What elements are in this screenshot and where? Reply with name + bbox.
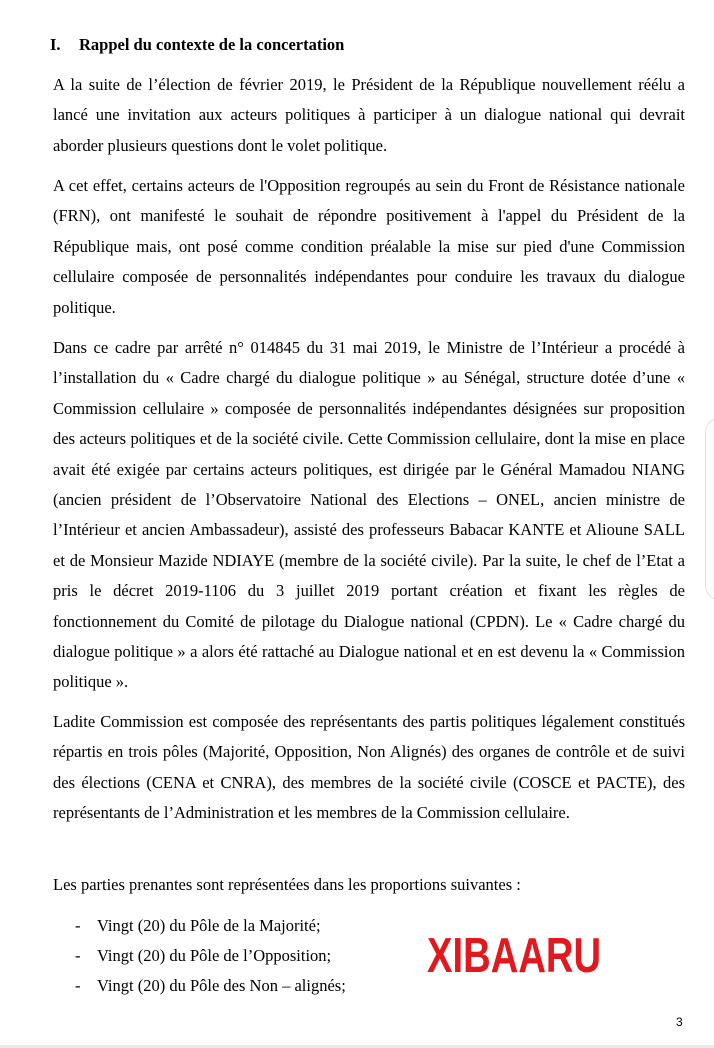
list-item-text: Vingt (20) du Pôle des Non – alignés; bbox=[97, 976, 346, 995]
paragraph-commission-composition: Ladite Commission est composée des représentants des partis politiques légalement constitués répartis en trois pôles (Majorité, Opposition, Non Alignés) des organes de contrôle et de suivi des élections (CENA et CNRA), des membres de la société civile (COSCE et PACTE), des représentants de l’Administration et les membres de la Commission cellulaire. bbox=[53, 712, 685, 823]
list-intro: Les parties prenantes sont représentées dans les proportions suivantes : bbox=[53, 875, 521, 894]
representation-list bbox=[53, 911, 346, 1001]
section-number: I. bbox=[50, 35, 61, 54]
list-item bbox=[53, 941, 346, 971]
section-heading bbox=[50, 35, 344, 55]
list-bullet: - bbox=[75, 946, 81, 965]
list-item-text: Vingt (20) du Pôle de l’Opposition; bbox=[97, 946, 332, 965]
paragraph-election-context: A la suite de l’élection de février 2019, le Président de la République nouvellement réélu a lancé une invitation aux acteurs politiques à participer à un dialogue national qui devrait aborder plusieurs questions dont le volet politique. bbox=[53, 75, 685, 155]
paragraph-commission-setup: Dans ce cadre par arrêté n° 014845 du 31 mai 2019, le Ministre de l’Intérieur a procédé à l’installation du « Cadre chargé du dialogue politique » au Sénégal, structure dotée d’une « Commission cellulaire » composée de personnalités indépendantes désignées sur proposition des acteurs politiques et de la société civile. Cette Commission cellulaire, dont la mise en place avait été exigée par certains acteurs politiques, est dirigée par le Général Mamadou NIANG (ancien président de l’Observatoire National des Elections – ONEL, ancien ministre de l’Intérieur et ancien Ambassadeur), assisté des professeurs Babacar KANTE et Alioune SALL et de Monsieur Mazide NDIAYE (membre de la société civile). Par la suite, le chef de l’Etat a pris le décret 2019-1106 du 3 juillet 2019 portant création et fixant les règles de fonctionnement du Comité de pilotage du Dialogue national (CPDN). Le « Cadre chargé du dialogue politique » a alors été rattaché au Dialogue national et en est devenu la « Commission politique ». bbox=[53, 338, 685, 692]
list-bullet: - bbox=[75, 976, 81, 995]
page-number: 3 bbox=[676, 1015, 683, 1029]
list-bullet: - bbox=[75, 916, 81, 935]
list-item-text: Vingt (20) du Pôle de la Majorité; bbox=[97, 916, 321, 935]
list-item bbox=[53, 911, 346, 941]
paragraph-frn-condition: A cet effet, certains acteurs de l'Opposition regroupés au sein du Front de Résistance nationale (FRN), ont manifesté le souhait de répondre positivement à l'appel du Président de la République mais, ont posé comme condition préalable la mise sur pied d'une Commission cellulaire composée de personnalités indépendantes pour conduire les travaux du dialogue politique. bbox=[53, 176, 685, 317]
list-item bbox=[53, 971, 346, 1001]
watermark-logo: XIBAARU bbox=[427, 929, 602, 983]
section-title: Rappel du contexte de la concertation bbox=[79, 35, 345, 54]
side-scroll-handle[interactable] bbox=[705, 418, 714, 600]
